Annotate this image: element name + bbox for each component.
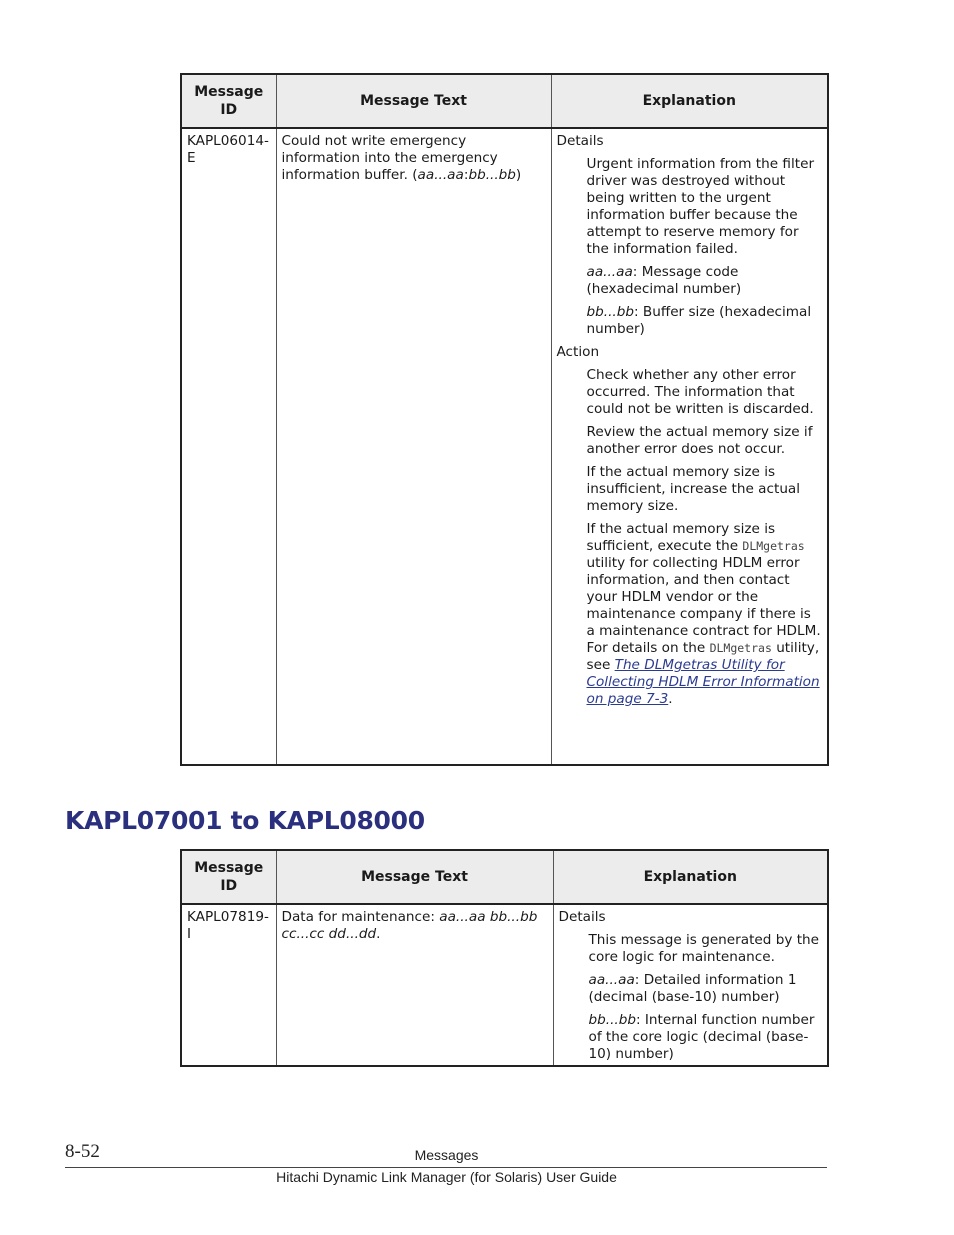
message-table-kapl06014 [180, 73, 829, 766]
action-label: Action [556, 344, 600, 360]
action-paragraph: If the actual memory size is sufficient, execute the DLMgetras utility for collecting HDLM error information, and then contact your HDLM vendor or the maintenance company if there is a maintenance contract for HDLM. For details on the DLMgetras utility, see The DLMgetras Utility for Collecting HDLM Error Information on page 7-3. [586, 521, 821, 707]
explanation [553, 904, 828, 1066]
details-paragraph: Urgent information from the filter driver was destroyed without being written to the urgent information buffer because the attempt to reserve memory for the information failed. [586, 156, 815, 257]
message-text: Data for maintenance: aa...aa bb...bb cc...cc dd...dd. [276, 904, 553, 1066]
message-id: KAPL06014-E [181, 128, 276, 765]
section-heading: KAPL07001 to KAPL08000 [65, 806, 425, 835]
table-row [181, 128, 828, 765]
footer-divider [65, 1167, 827, 1168]
footer-title: Messages [414, 1147, 479, 1163]
header-explanation: Explanation [551, 74, 828, 128]
header-message-text: Message Text [276, 74, 551, 128]
details-paragraph: bb...bb: Internal function number of the core logic (decimal (base-10) number) [588, 1012, 815, 1062]
action-paragraph: Check whether any other error occurred. The information that could not be written is discarded. [586, 367, 814, 417]
details-paragraph: aa...aa: Message code (hexadecimal number) [586, 264, 742, 297]
page-number: 8-52 [65, 1141, 100, 1162]
explanation [551, 128, 828, 765]
message-table-kapl07819 [180, 849, 829, 1067]
action-paragraph: If the actual memory size is insufficient, increase the actual memory size. [586, 464, 801, 514]
cross-reference-link[interactable]: The DLMgetras Utility for Collecting HDLM Error Information on page 7-3 [586, 657, 820, 707]
header-message-id: Message ID [181, 850, 276, 904]
message-id: KAPL07819-I [181, 904, 276, 1066]
message-text: Could not write emergency information into the emergency information buffer. (aa...aa:bb...bb) [276, 128, 551, 765]
table-header-row [181, 74, 828, 128]
table-header-row [181, 850, 828, 904]
header-explanation: Explanation [553, 850, 828, 904]
header-message-text: Message Text [276, 850, 553, 904]
header-message-id: Message ID [181, 74, 276, 128]
footer-subtitle: Hitachi Dynamic Link Manager (for Solaris) User Guide [276, 1169, 617, 1185]
table-row [181, 904, 828, 1066]
details-paragraph: bb...bb: Buffer size (hexadecimal number) [586, 304, 812, 337]
action-paragraph: Review the actual memory size if another error does not occur. [586, 424, 813, 457]
command-name: DLMgetras [709, 641, 772, 655]
details-label: Details [556, 133, 604, 149]
details-paragraph: aa...aa: Detailed information 1 (decimal (base-10) number) [588, 972, 797, 1005]
details-label: Details [558, 909, 606, 925]
command-name: DLMgetras [742, 539, 805, 553]
details-paragraph: This message is generated by the core logic for maintenance. [588, 932, 820, 965]
